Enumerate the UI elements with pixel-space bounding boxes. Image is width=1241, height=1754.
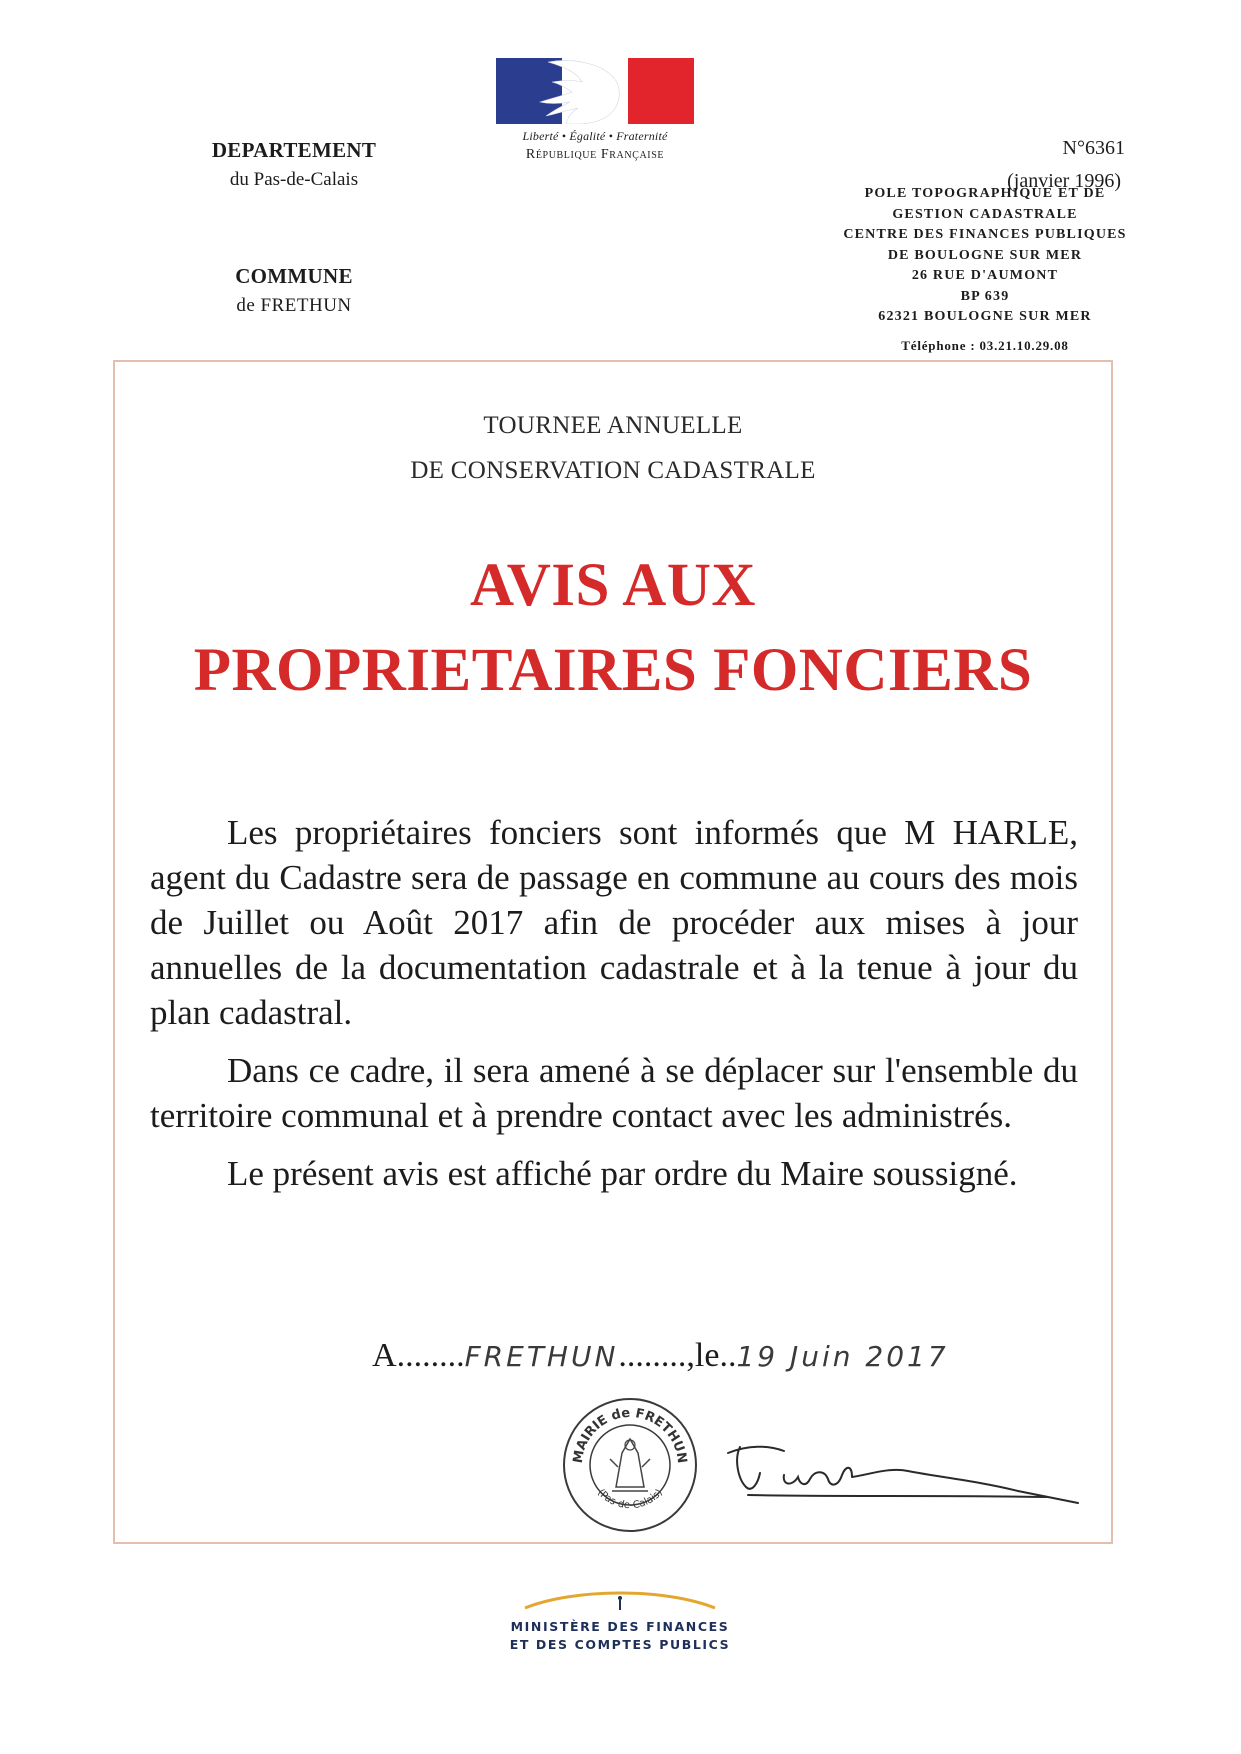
mayor-signature — [688, 1435, 1098, 1525]
ministry-logo — [420, 1586, 820, 1653]
body-paragraph: Les propriétaires fonciers sont informés que M HARLE, agent du Cadastre sera de passage en commune au cours des mois de Juillet ou Août 2017 afin de procéder aux mises à jour annuelles de la documentation cadastrale et à la tenue à jour du plan cadastral. — [150, 813, 1078, 1032]
date-prefix: ,le — [686, 1337, 720, 1374]
office-line: GESTION CADASTRALE — [892, 206, 1078, 222]
office-line: POLE TOPOGRAPHIQUE ET DE — [864, 186, 1106, 201]
office-line: DE BOULOGNE SUR MER — [887, 247, 1083, 263]
body-paragraph: Le présent avis est affiché par ordre du Maire soussigné. — [227, 1154, 1018, 1193]
stamp-seal-icon — [560, 1395, 700, 1535]
marianne-flag-icon — [496, 58, 694, 124]
place-prefix: A — [372, 1337, 397, 1374]
date-value: 19 Juin 2017 — [736, 1340, 949, 1373]
office-line: CENTRE DES FINANCES PUBLIQUES — [843, 227, 1127, 242]
commune-label: COMMUNE — [235, 264, 353, 288]
title-line-1: AVIS AUX — [470, 552, 756, 619]
commune-block — [160, 264, 428, 317]
notice-title — [113, 543, 1113, 713]
departement-block — [160, 138, 428, 191]
notice-body — [150, 810, 1078, 1209]
place-value: FRETHUN — [464, 1340, 619, 1373]
body-paragraph: Dans ce cadre, il sera amené à se déplacer sur l'ensemble du territoire communal et à prendre contact avec les administrés. — [150, 1051, 1078, 1135]
place-date-line — [372, 1337, 1092, 1375]
form-number: N°6361 — [1062, 137, 1125, 159]
stamp-text: MAIRIE de FRETHUN — [570, 1405, 690, 1465]
signature-icon — [688, 1435, 1098, 1520]
mairie-stamp — [560, 1395, 700, 1540]
office-line: 62321 BOULOGNE SUR MER — [878, 309, 1092, 324]
ministry-line-2: ET DES COMPTES PUBLICS — [509, 1637, 731, 1652]
ministry-arc-icon — [515, 1586, 725, 1612]
title-line-2: PROPRIETAIRES FONCIERS — [193, 637, 1033, 704]
logo-republic: République Française — [525, 147, 665, 162]
dots: .. — [719, 1337, 737, 1374]
stamp-region: (Pas-de-Calais) — [595, 1487, 665, 1512]
commune-name: de FRETHUN — [236, 295, 352, 316]
form-date: (janvier 1996) — [1007, 170, 1121, 192]
ministry-line-1: MINISTÈRE DES FINANCES — [510, 1619, 730, 1634]
republique-logo — [490, 58, 700, 163]
subtitle-line-1: TOURNEE ANNUELLE — [483, 412, 743, 439]
office-line: BP 639 — [960, 288, 1010, 304]
departement-label: DEPARTEMENT — [211, 138, 377, 162]
subtitle-line-2: DE CONSERVATION CADASTRALE — [410, 457, 816, 484]
departement-name: du Pas-de-Calais — [229, 169, 359, 190]
notice-subtitle — [113, 403, 1113, 493]
logo-motto: Liberté • Égalité • Fraternité — [522, 129, 668, 143]
office-address — [770, 184, 1200, 356]
office-phone: Téléphone : 03.21.10.29.08 — [901, 337, 1069, 353]
office-line: 26 RUE D'AUMONT — [911, 268, 1059, 283]
dots: ........ — [396, 1337, 465, 1374]
dots: ........ — [618, 1337, 687, 1374]
